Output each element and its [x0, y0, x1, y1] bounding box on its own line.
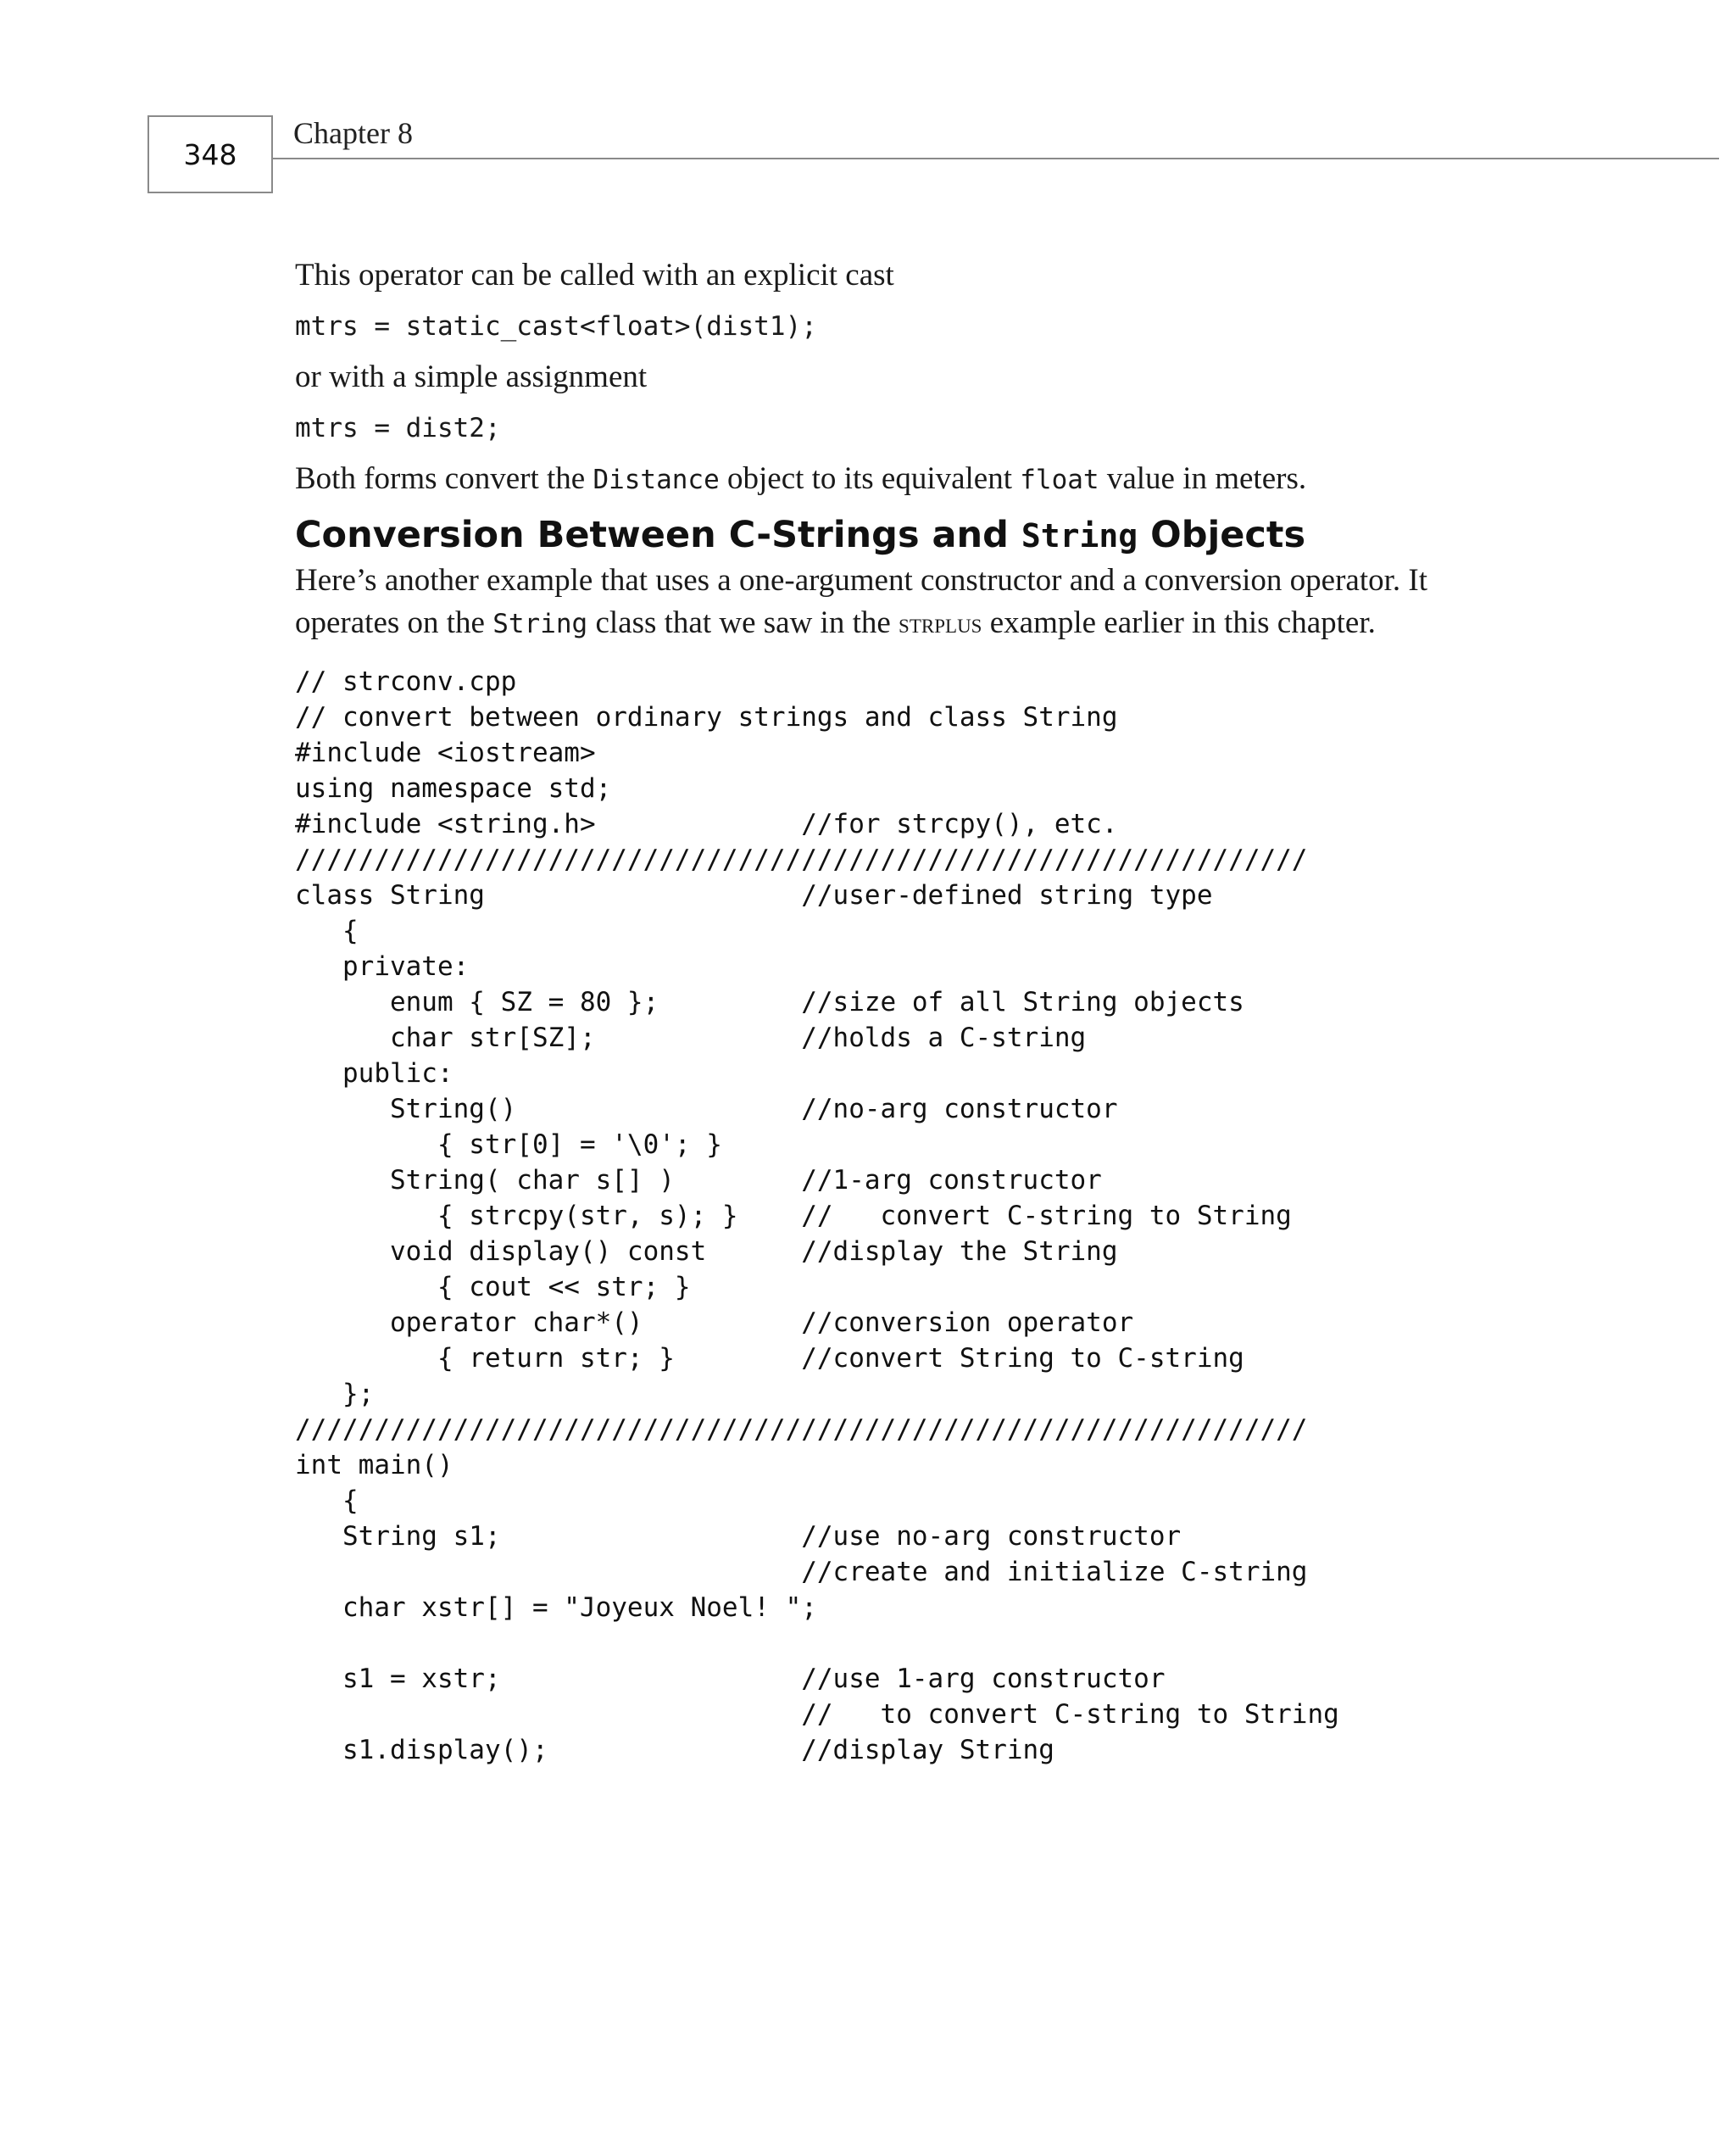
code-line: }; — [295, 1379, 375, 1409]
heading-text: Conversion Between C-Strings and — [295, 514, 1021, 556]
heading-text: Objects — [1138, 514, 1306, 556]
code-line: enum { SZ = 80 }; //size of all String objects — [295, 987, 1244, 1017]
paragraph-explicit-cast: This operator can be called with an explicit cast — [295, 258, 894, 293]
paragraph-both-forms — [295, 458, 1566, 501]
page-number-text: 348 — [183, 137, 237, 171]
inline-code-string: String — [492, 609, 588, 639]
paragraph-text: example earlier in this chapter. — [982, 605, 1376, 640]
paragraph-text: operates on the — [295, 605, 493, 640]
code-listing-body — [295, 664, 1566, 1768]
header-divider — [273, 158, 1719, 159]
code-line: { — [295, 1485, 359, 1516]
code-line: String s1; //use no-arg constructor — [295, 1521, 1182, 1552]
code-line: { cout << str; } — [295, 1272, 691, 1302]
paragraph-text: value in meters. — [1099, 461, 1307, 496]
code-line: String( char s[] ) //1-arg constructor — [295, 1165, 1102, 1196]
code-line: int main() — [295, 1450, 453, 1480]
paragraph-text: object to its equivalent — [719, 461, 1021, 496]
code-line: //////////////////////////////////////////////////////////////// — [295, 844, 1308, 875]
code-line: public: — [295, 1058, 453, 1089]
code-line: //create and initialize C-string — [295, 1557, 1308, 1587]
code-line: //////////////////////////////////////////////////////////////// — [295, 1414, 1308, 1445]
paragraph-text: Both forms convert the — [295, 461, 593, 496]
paragraph-intro-line-2 — [295, 602, 1566, 645]
code-line: { — [295, 916, 359, 946]
code-line: using namespace std; — [295, 773, 612, 804]
code-line: { strcpy(str, s); } // convert C-string to String — [295, 1201, 1292, 1231]
code-line: { str[0] = '\0'; } — [295, 1129, 722, 1160]
page-number — [147, 115, 273, 193]
inline-code-float: float — [1020, 465, 1099, 495]
code-line: void display() const //display the String — [295, 1236, 1118, 1267]
code-line: char str[SZ]; //holds a C-string — [295, 1023, 1087, 1053]
code-line: { return str; } //convert String to C-string — [295, 1343, 1244, 1374]
code-explicit-cast: mtrs = static_cast<float>(dist1); — [295, 311, 817, 342]
inline-code-distance: Distance — [593, 465, 720, 495]
section-heading — [295, 511, 1566, 560]
code-line: // convert between ordinary strings and class String — [295, 702, 1118, 733]
heading-code-string: String — [1021, 517, 1138, 555]
code-line: class String //user-defined string type — [295, 880, 1213, 911]
code-listing — [295, 664, 1566, 1768]
page-content — [295, 254, 1566, 1768]
code-line: // to convert C-string to String — [295, 1699, 1339, 1730]
code-line: operator char*() //conversion operator — [295, 1307, 1134, 1338]
program-name-strplus: strplus — [899, 609, 982, 639]
chapter-title: Chapter 8 — [293, 116, 413, 150]
paragraph-text: class that we saw in the — [587, 605, 899, 640]
paragraph-intro-line-1: Here’s another example that uses a one-argument constructor and a conversion operator. It — [295, 563, 1427, 598]
code-line: private: — [295, 951, 470, 982]
code-line: s1.display(); //display String — [295, 1735, 1054, 1765]
code-line: #include <iostream> — [295, 738, 596, 768]
code-line: #include <string.h> //for strcpy(), etc. — [295, 809, 1118, 839]
code-line: String() //no-arg constructor — [295, 1094, 1118, 1124]
code-line: s1 = xstr; //use 1-arg constructor — [295, 1664, 1166, 1694]
code-line: // strconv.cpp — [295, 666, 517, 697]
code-line: char xstr[] = "Joyeux Noel! "; — [295, 1592, 817, 1623]
paragraph-simple-assignment: or with a simple assignment — [295, 360, 648, 394]
code-simple-assignment: mtrs = dist2; — [295, 413, 501, 443]
